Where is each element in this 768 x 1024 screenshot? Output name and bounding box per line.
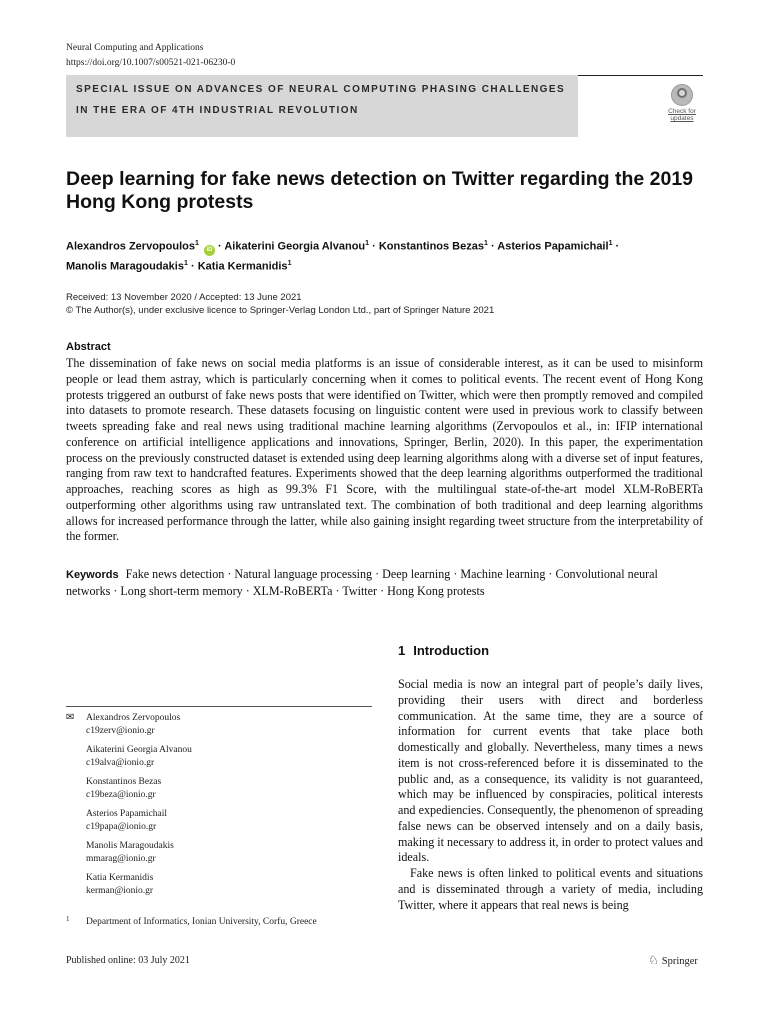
article-dates [66, 291, 494, 317]
publisher-logo [648, 953, 698, 967]
paper-title: Deep learning for fake news detection on Twitter regarding the 2019 Hong Kong protests [66, 168, 694, 213]
author-name[interactable]: Manolis Maragoudakis [66, 260, 184, 273]
affiliation-mark: 1 [66, 915, 70, 923]
keywords-heading: Keywords [66, 569, 119, 581]
banner-line-1: SPECIAL ISSUE ON ADVANCES OF NEURAL COMPUTING PHASING CHALLENGES [76, 84, 566, 95]
publisher-name: Springer [661, 956, 698, 967]
keywords-text: Fake news detection · Natural language processing · Deep learning · Machine learning · Convolutional neural networks · Long short-term memory · XLM-RoBERTa · Twitter · Hong Kong protests [66, 567, 658, 598]
author-name[interactable]: Alexandros Zervopoulos [66, 240, 195, 253]
contact-name: Aikaterini Georgia Alvanou [86, 745, 192, 755]
abstract-heading: Abstract [66, 341, 111, 353]
author-affiliation-mark: 1 [287, 259, 292, 267]
section-heading [398, 643, 489, 658]
author-affiliation-mark: 1 [365, 240, 370, 247]
journal-name: Neural Computing and Applications [66, 43, 204, 53]
author-name[interactable]: Aikaterini Georgia Alvanou [224, 240, 366, 253]
springer-horse-icon: ♘ [648, 953, 659, 967]
author-affiliation-mark: 1 [483, 240, 488, 247]
contact-entry [66, 776, 372, 801]
contact-entry [66, 744, 372, 769]
contact-name: Manolis Maragoudakis [86, 841, 174, 851]
affiliation-footnote [66, 913, 372, 928]
contact-name: Alexandros Zervopoulos [86, 713, 181, 723]
copyright-notice: © The Author(s), under exclusive licence to Springer-Verlag London Ltd., part of Springer Nature 2021 [66, 305, 495, 316]
paragraph: Fake news is often linked to political events and situations and is disseminated through a variety of media, including Twitter, where it appears that real news is being [398, 866, 703, 912]
contact-email[interactable]: c19zerv@ionio.gr [86, 725, 155, 736]
contact-email[interactable]: c19beza@ionio.gr [86, 789, 156, 800]
author-contacts [66, 712, 372, 904]
paragraph: Social media is now an integral part of people’s daily lives, providing their users with direct and borderless communication. At the same time, they are a source of information for current events that take place both domestically and globally. Nevertheless, many times a news item is not cross-referenced before it is disseminated to the public and, as a consequence, its validity is not guaranteed, which may be influenced by conspiracies, political interests and expediencies. Consequently, the phenomenon of spreading false news can be observed intensely and on a daily basis, making it necessary to address it, in order to protect values and ideals. [398, 677, 703, 865]
contact-entry [66, 840, 372, 865]
banner-line-2: IN THE ERA OF 4TH INDUSTRIAL REVOLUTION [76, 105, 359, 116]
abstract-text: The dissemination of fake news on social media platforms is an issue of considerable interest, as it can be used to misinform people or lead them astray, which is particularly concerning when it comes to political events. The recent event of Hong Kong protests triggered an outburst of fake news posts that were identified on Twitter, which were then promptly removed and compiled into datasets to promote research. These datasets focusing on linguistic content were used in previous work to classify between tweets spreading fake and real news using traditional machine learning algorithms (Zervopoulos et al., in: IFIP international conference on artificial intelligence applications and innovations, Springer, Berlin, 2020). In this paper, the experimentation process on the previously constructed dataset is extended using deep learning algorithms along with a diverse set of input features, ranging from raw text to handcrafted features. Experiments showed that the deep learning algorithms outperformed the traditional approaches, reaching scores as high as 99.3% F1 Score, with the multilingual state-of-the-art model XLM-RoBERTa outperforming other algorithms using raw untranslated text. The combination of both traditional and deep learning algorithms allows for increased performance through the latter, while also gaining insight regarding tweet structure from the interpretability of the former. [66, 356, 703, 544]
affiliation-text: Department of Informatics, Ionian University, Corfu, Greece [86, 917, 317, 927]
author-separator: · [190, 260, 195, 273]
author-affiliation-mark: 1 [183, 259, 188, 267]
contact-email[interactable]: c19papa@ionio.gr [86, 821, 157, 832]
author-name[interactable]: Konstantinos Bezas [378, 240, 484, 253]
check-updates-line-1: Check for [668, 108, 696, 115]
contact-email[interactable]: mmarag@ionio.gr [86, 853, 156, 864]
author-name[interactable]: Katia Kermanidis [197, 260, 288, 273]
footnote-rule [66, 706, 372, 707]
author-separator: · [372, 240, 376, 253]
author-separator: · [218, 240, 222, 253]
header-rule [578, 75, 703, 76]
keywords-block [66, 566, 703, 599]
orcid-icon[interactable]: iD [204, 245, 215, 256]
doi-link[interactable]: https://doi.org/10.1007/s00521-021-06230-0 [66, 58, 236, 68]
author-affiliation-mark: 1 [194, 240, 199, 247]
contact-entry [66, 808, 372, 833]
introduction-body [398, 677, 703, 913]
author-name[interactable]: Asterios Papamichail [497, 240, 609, 253]
contact-name: Asterios Papamichail [86, 809, 167, 819]
contact-entry [66, 872, 372, 897]
check-updates-line-2: updates [670, 115, 694, 122]
check-for-updates-badge[interactable] [662, 84, 702, 126]
author-separator: · [490, 240, 495, 253]
journal-header [66, 41, 235, 71]
envelope-icon: ✉ [66, 712, 75, 723]
contact-email[interactable]: c19alva@ionio.gr [86, 757, 155, 768]
contact-email[interactable]: kerman@ionio.gr [86, 885, 154, 896]
section-number: 1 [398, 643, 406, 658]
author-affiliation-mark: 1 [608, 240, 613, 247]
check-updates-icon [671, 84, 693, 106]
received-accepted: Received: 13 November 2020 / Accepted: 13 June 2021 [66, 292, 302, 303]
contact-entry [66, 712, 372, 737]
special-issue-banner [66, 75, 578, 137]
section-title: Introduction [413, 643, 490, 658]
author-list [66, 236, 706, 274]
published-date: Published online: 03 July 2021 [66, 955, 190, 966]
contact-name: Katia Kermanidis [86, 873, 154, 883]
author-separator: · [615, 240, 620, 253]
contact-name: Konstantinos Bezas [86, 777, 162, 787]
